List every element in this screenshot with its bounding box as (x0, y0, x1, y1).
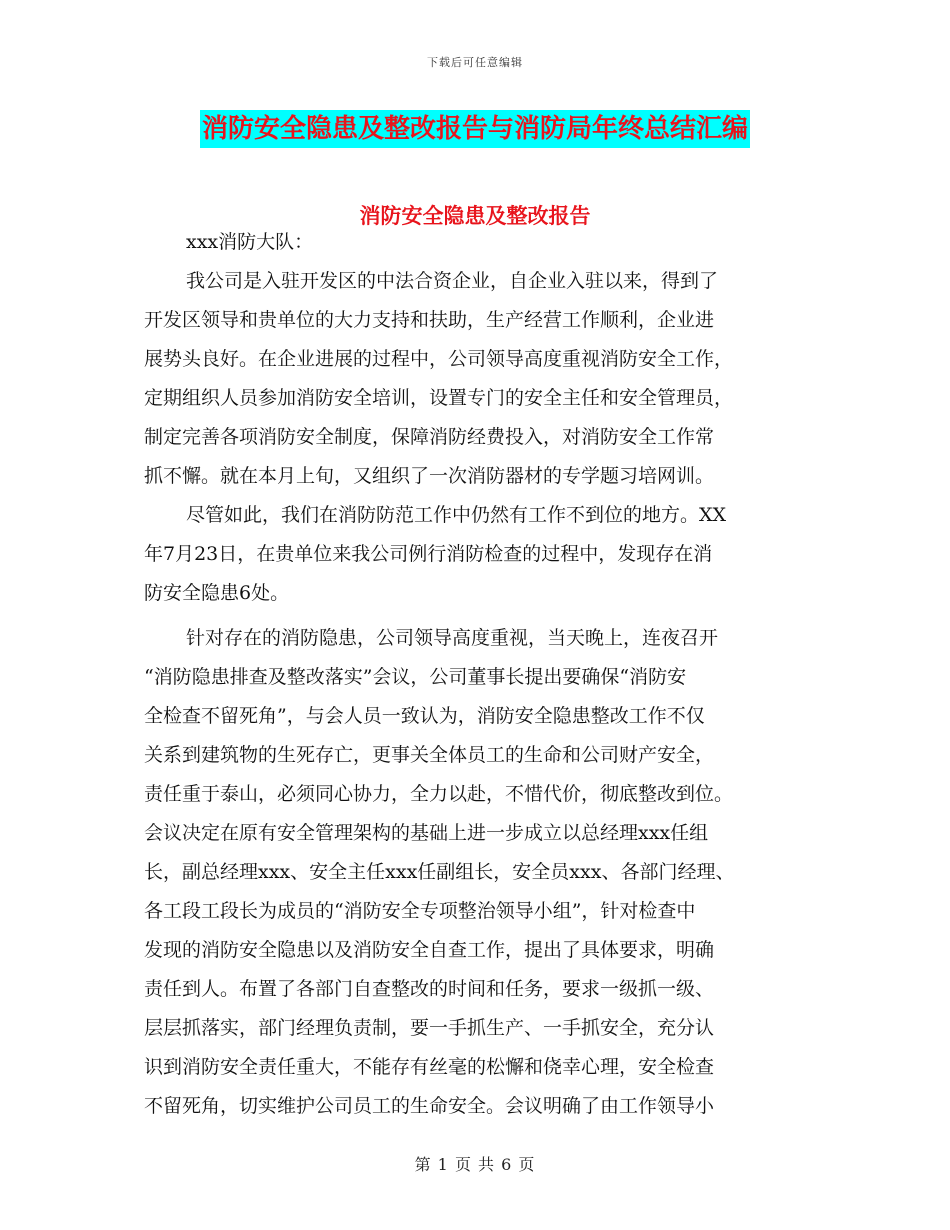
main-title-wrap (0, 110, 950, 148)
paragraph-line: 识到消防安全责任重大，不能存有丝毫的松懈和侥幸心理，安全检查 (144, 1056, 715, 1078)
paragraph-line: 会议决定在原有安全管理架构的基础上进一步成立以总经理xxx任组 (144, 822, 709, 844)
paragraph-line: 全检查不留死角”，与会人员一致认为，消防安全隐患整改工作不仅 (144, 705, 705, 727)
paragraph-line: “消防隐患排查及整改落实”会议，公司董事长提出要确保“消防安 (144, 666, 687, 688)
header-note: 下载后可任意编辑 (427, 56, 523, 69)
paragraph-line: 尽管如此，我们在消防防范工作中仍然有工作不到位的地方。XX (186, 504, 727, 526)
paragraph-line: 开发区领导和贵单位的大力支持和扶助，生产经营工作顺利，企业进 (144, 309, 715, 331)
paragraph-line: 展势头良好。在企业进展的过程中，公司领导高度重视消防安全工作， (144, 348, 734, 370)
paragraph-line: 责任到人。布置了各部门自查整改的时间和任务，要求一级抓一级、 (144, 978, 715, 1000)
paragraph-line: 长，副总经理xxx、安全主任xxx任副组长，安全员xxx、各部门经理、 (144, 861, 735, 883)
paragraph-line: 关系到建筑物的生死存亡，更事关全体员工的生命和公司财产安全， (144, 744, 715, 766)
document-body (144, 223, 809, 1126)
paragraph-line: 制定完善各项消防安全制度，保障消防经费投入，对消防安全工作常 (144, 426, 715, 448)
paragraph-line: 年7月23日，在贵单位来我公司例行消防检查的过程中，发现存在消 (144, 543, 713, 565)
document-title: 消防安全隐患及整改报告与消防局年终总结汇编 (200, 110, 750, 148)
paragraph-line: 定期组织人员参加消防安全培训，设置专门的安全主任和安全管理员， (144, 387, 734, 409)
salutation-line: xxx消防大队： (186, 231, 314, 253)
paragraph-line: 我公司是入驻开发区的中法合资企业，自企业入驻以来，得到了 (186, 270, 719, 292)
paragraph-line: 发现的消防安全隐患以及消防安全自查工作，提出了具体要求，明确 (144, 939, 715, 961)
paragraph-line: 各工段工段长为成员的“消防安全专项整治领导小组”，针对检查中 (144, 900, 696, 922)
paragraph-line: 针对存在的消防隐患，公司领导高度重视，当天晚上，连夜召开 (186, 627, 719, 649)
paragraph-line: 责任重于泰山，必须同心协力，全力以赴，不惜代价，彻底整改到位。 (144, 783, 734, 805)
section-title: 消防安全隐患及整改报告 (359, 204, 591, 228)
page-number: 第 1 页 共 6 页 (414, 1155, 536, 1174)
paragraph-line: 抓不懈。就在本月上旬，又组织了一次消防器材的专学题习培网训。 (144, 465, 715, 487)
paragraph-line: 防安全隐患6处。 (144, 582, 290, 604)
paragraph-line: 层层抓落实，部门经理负责制，要一手抓生产、一手抓安全，充分认 (144, 1017, 715, 1039)
paragraph-line: 不留死角，切实维护公司员工的生命安全。会议明确了由工作领导小 (144, 1095, 715, 1117)
